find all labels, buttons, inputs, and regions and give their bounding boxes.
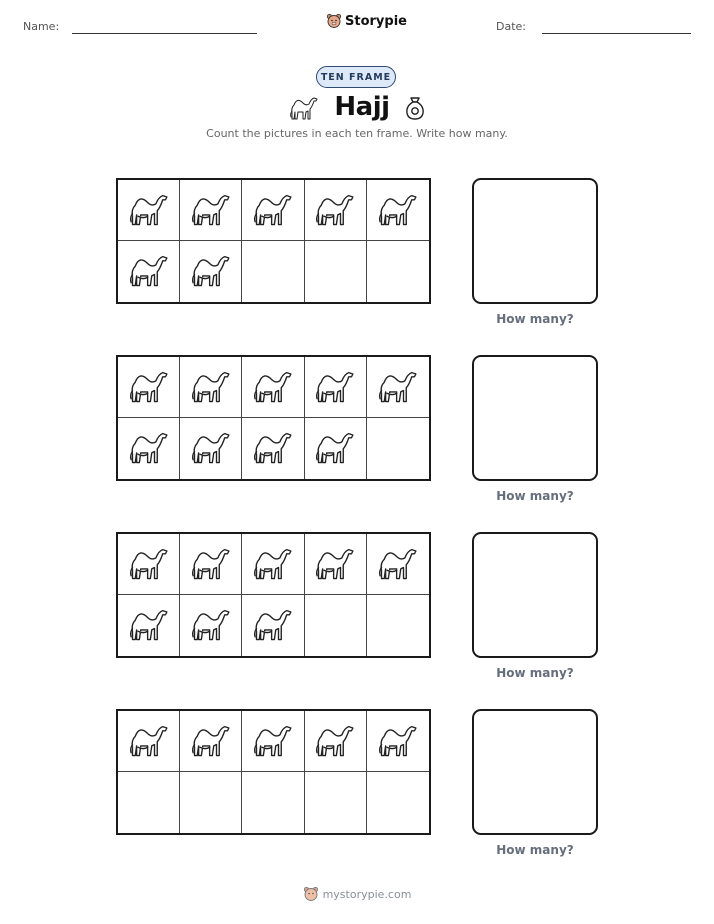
answer-box-1[interactable] bbox=[472, 178, 598, 304]
camel-icon bbox=[376, 365, 420, 410]
bear-mascot-icon bbox=[303, 886, 319, 902]
ten-frame-cell bbox=[305, 711, 367, 772]
footer bbox=[0, 886, 714, 902]
brand-logo bbox=[326, 13, 407, 29]
camel-icon bbox=[251, 188, 295, 233]
camel-icon bbox=[251, 542, 295, 587]
ten-frame-cell bbox=[242, 534, 304, 595]
answer-box-3[interactable] bbox=[472, 532, 598, 658]
footer-url: mystorypie.com bbox=[322, 887, 412, 901]
camel-icon bbox=[376, 542, 420, 587]
ten-frame-cell bbox=[118, 418, 180, 479]
camel-icon bbox=[313, 365, 357, 410]
ten-frame-badge: TEN FRAME bbox=[316, 66, 396, 88]
how-many-label-2: How many? bbox=[496, 489, 574, 503]
instructions: Count the pictures in each ten frame. Write how many. bbox=[206, 127, 508, 140]
ten-frame-cell bbox=[367, 595, 429, 656]
ten-frame-cell bbox=[305, 772, 367, 833]
ten-frame-cell bbox=[305, 241, 367, 302]
ten-frame-cell bbox=[367, 241, 429, 302]
ten-frame-cell bbox=[118, 711, 180, 772]
camel-icon bbox=[189, 719, 233, 764]
ten-frame-4 bbox=[116, 709, 431, 835]
ten-frame-cell bbox=[305, 418, 367, 479]
bag-icon bbox=[404, 94, 426, 120]
camel-icon bbox=[127, 603, 171, 648]
ten-frame-cell bbox=[180, 711, 242, 772]
how-many-label-3: How many? bbox=[496, 666, 574, 680]
how-many-label-1: How many? bbox=[496, 312, 574, 326]
ten-frame-cell bbox=[305, 180, 367, 241]
answer-box-4[interactable] bbox=[472, 709, 598, 835]
ten-frame-cell bbox=[242, 595, 304, 656]
ten-frame-1 bbox=[116, 178, 431, 304]
ten-frame-cell bbox=[367, 711, 429, 772]
camel-icon bbox=[313, 719, 357, 764]
name-line[interactable] bbox=[72, 33, 257, 34]
camel-icon bbox=[189, 542, 233, 587]
ten-frame-cell bbox=[367, 357, 429, 418]
camel-icon bbox=[376, 188, 420, 233]
ten-frame-cell bbox=[242, 418, 304, 479]
camel-icon bbox=[127, 426, 171, 471]
camel-icon bbox=[313, 426, 357, 471]
date-line[interactable] bbox=[542, 33, 691, 34]
ten-frame-cell bbox=[118, 357, 180, 418]
ten-frame-cell bbox=[242, 180, 304, 241]
brand-name: Storypie bbox=[345, 13, 407, 29]
camel-icon bbox=[251, 365, 295, 410]
ten-frame-cell bbox=[367, 180, 429, 241]
ten-frame-cell bbox=[305, 357, 367, 418]
camel-icon bbox=[251, 603, 295, 648]
ten-frame-cell bbox=[367, 534, 429, 595]
camel-icon bbox=[189, 188, 233, 233]
date-label: Date: bbox=[496, 20, 526, 33]
ten-frame-cell bbox=[305, 595, 367, 656]
camel-icon bbox=[127, 365, 171, 410]
camel-icon bbox=[127, 188, 171, 233]
camel-icon bbox=[189, 426, 233, 471]
how-many-label-4: How many? bbox=[496, 843, 574, 857]
camel-icon bbox=[251, 719, 295, 764]
camel-icon bbox=[313, 542, 357, 587]
camel-icon bbox=[189, 603, 233, 648]
ten-frame-cell bbox=[180, 595, 242, 656]
camel-icon bbox=[127, 719, 171, 764]
camel-icon bbox=[127, 542, 171, 587]
ten-frame-cell bbox=[180, 772, 242, 833]
camel-icon bbox=[127, 249, 171, 294]
worksheet-title: Hajj bbox=[334, 92, 390, 122]
ten-frame-cell bbox=[118, 595, 180, 656]
camel-icon bbox=[189, 365, 233, 410]
ten-frame-cell bbox=[118, 241, 180, 302]
ten-frame-2 bbox=[116, 355, 431, 481]
camel-icon bbox=[251, 426, 295, 471]
ten-frame-cell bbox=[180, 534, 242, 595]
ten-frame-3 bbox=[116, 532, 431, 658]
ten-frame-cell bbox=[180, 241, 242, 302]
ten-frame-cell bbox=[242, 241, 304, 302]
bear-mascot-icon bbox=[326, 13, 342, 29]
title-row bbox=[0, 92, 714, 122]
ten-frame-cell bbox=[180, 180, 242, 241]
camel-icon bbox=[189, 249, 233, 294]
ten-frame-cell bbox=[242, 357, 304, 418]
ten-frame-cell bbox=[367, 772, 429, 833]
name-label: Name: bbox=[23, 20, 60, 33]
ten-frame-cell bbox=[242, 711, 304, 772]
ten-frame-cell bbox=[367, 418, 429, 479]
ten-frame-cell bbox=[118, 180, 180, 241]
ten-frame-cell bbox=[242, 772, 304, 833]
camel-icon bbox=[376, 719, 420, 764]
ten-frame-cell bbox=[180, 418, 242, 479]
ten-frame-cell bbox=[118, 772, 180, 833]
camel-icon bbox=[288, 93, 320, 121]
camel-icon bbox=[313, 188, 357, 233]
ten-frame-cell bbox=[180, 357, 242, 418]
ten-frame-cell bbox=[305, 534, 367, 595]
ten-frame-cell bbox=[118, 534, 180, 595]
answer-box-2[interactable] bbox=[472, 355, 598, 481]
